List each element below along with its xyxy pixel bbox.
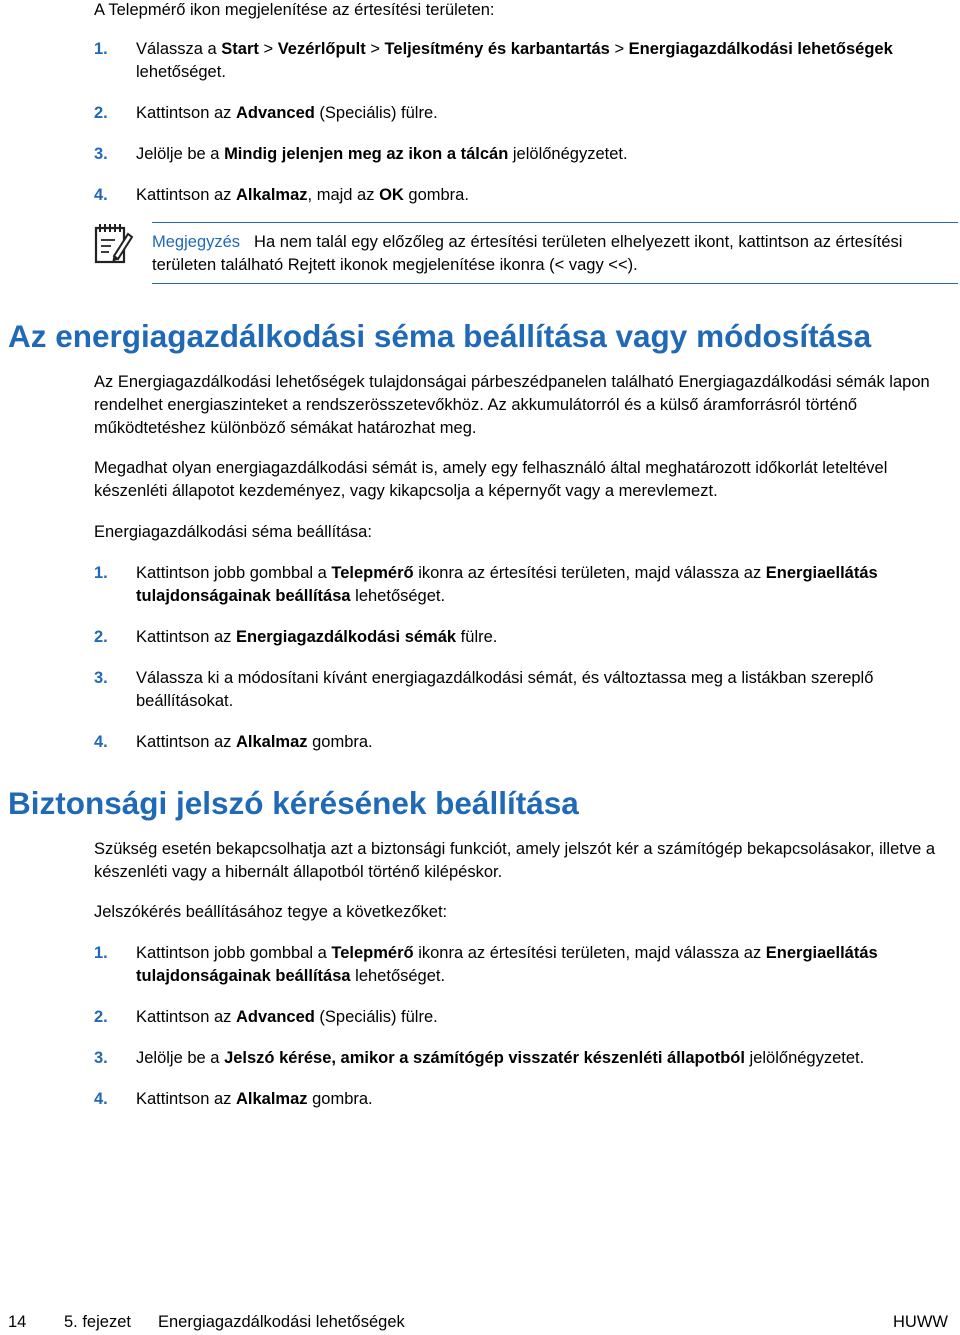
- list-item-text: Kattintson az: [136, 1008, 236, 1026]
- note-pencil-icon: [94, 222, 134, 266]
- page-footer: [0, 1311, 960, 1335]
- list-item: [94, 38, 954, 84]
- list-item-number: 4.: [94, 1090, 108, 1108]
- list-item-emphasis: OK: [379, 186, 404, 204]
- list-item-text: Válassza ki a módosítani kívánt energiagazdálkodási sémát, és változtassa meg a listákban szereplő beállításokat.: [136, 669, 874, 710]
- list-item-emphasis: Jelszó kérése, amikor a számítógép visszatér készenléti állapotból: [224, 1049, 745, 1067]
- list-item-emphasis: Start: [221, 40, 259, 58]
- steps-list-energy-scheme: [94, 562, 954, 754]
- list-item-number: 1.: [94, 40, 108, 58]
- list-item-text: lehetőséget.: [136, 63, 226, 81]
- list-item: [94, 1088, 954, 1111]
- list-item: [94, 184, 954, 207]
- list-item: [94, 1006, 954, 1029]
- section1-paragraph-2: Megadhat olyan energiagazdálkodási sémát is, amely egy felhasználó által meghatározott időkorlát leteltével készenléti állapotot kezdeményez, vagy kikapcsolja a képernyőt vagy a merevlemezt.: [94, 459, 888, 500]
- list-item-number: 3.: [94, 669, 108, 687]
- section2-paragraph-2: Jelszókérés beállításához tegye a következőket:: [94, 903, 448, 921]
- list-item-text: gombra.: [307, 733, 373, 751]
- list-item-text: >: [609, 40, 629, 58]
- list-item-emphasis: Advanced: [235, 104, 315, 122]
- list-item-emphasis: Energiagazdálkodási sémák: [235, 628, 457, 646]
- list-item-text: Kattintson jobb gombbal a: [136, 564, 332, 582]
- note-top-rule: [152, 222, 958, 223]
- list-item-number: 3.: [94, 145, 108, 163]
- list-item: [94, 942, 954, 988]
- list-item-text: gombra.: [307, 1090, 373, 1108]
- list-item-emphasis: Advanced: [235, 1008, 315, 1026]
- list-item-number: 2.: [94, 628, 108, 646]
- list-item: [94, 667, 954, 713]
- list-item-number: 1.: [94, 944, 108, 962]
- list-item-emphasis: Alkalmaz: [235, 186, 308, 204]
- list-item-text: Jelölje be a: [136, 1049, 225, 1067]
- list-item-text: , majd az: [307, 186, 380, 204]
- list-item-emphasis: Energiagazdálkodási lehetőségek: [628, 40, 893, 58]
- list-item-text: jelölőnégyzetet.: [744, 1049, 865, 1067]
- list-item-text: (Speciális) fülre.: [314, 104, 438, 122]
- list-item-text: lehetőséget.: [350, 967, 446, 985]
- list-item-text: Kattintson az: [136, 1090, 236, 1108]
- list-item-text: Jelölje be a: [136, 145, 225, 163]
- list-item-emphasis: Alkalmaz: [235, 1090, 308, 1108]
- list-item-text: Kattintson az: [136, 186, 236, 204]
- intro-line: A Telepmérő ikon megjelenítése az értesítési területen:: [94, 1, 495, 19]
- note-box: [94, 222, 958, 286]
- page-number: 14: [8, 1313, 27, 1331]
- steps-list-password: [94, 942, 954, 1111]
- list-item: [94, 731, 954, 754]
- list-item: [94, 626, 954, 649]
- list-item-text: gombra.: [403, 186, 469, 204]
- list-item-number: 2.: [94, 104, 108, 122]
- list-item-text: >: [365, 40, 385, 58]
- list-item-text: Kattintson az: [136, 628, 236, 646]
- note-bottom-rule: [152, 283, 958, 284]
- list-item-text: (Speciális) fülre.: [314, 1008, 438, 1026]
- list-item-number: 3.: [94, 1049, 108, 1067]
- section-heading-energy-scheme: Az energiagazdálkodási séma beállítása vagy módosítása: [8, 318, 872, 354]
- list-item-number: 1.: [94, 564, 108, 582]
- list-item-text: lehetőséget.: [350, 587, 446, 605]
- note-text: Ha nem talál egy előzőleg az értesítési területen elhelyezett ikont, kattintson az értesítési területen található Rejtett ikonok megjelenítése ikonra (< vagy <<).: [152, 233, 903, 274]
- list-item: [94, 102, 954, 125]
- list-item: [94, 143, 954, 166]
- list-item-text: >: [258, 40, 278, 58]
- note-text-block: [152, 231, 956, 277]
- list-item-emphasis: Energiaellátás tulajdonságainak beállítása: [136, 944, 878, 985]
- list-item-number: 4.: [94, 733, 108, 751]
- list-item-number: 2.: [94, 1008, 108, 1026]
- list-item: [94, 1047, 954, 1070]
- list-item-number: 4.: [94, 186, 108, 204]
- footer-chapter-title: Energiagazdálkodási lehetőségek: [158, 1313, 405, 1331]
- list-item-emphasis: Mindig jelenjen meg az ikon a tálcán: [224, 145, 509, 163]
- list-item-text: Kattintson jobb gombbal a: [136, 944, 332, 962]
- list-item: [94, 562, 954, 608]
- list-item-text: Válassza a: [136, 40, 222, 58]
- list-item-emphasis: Alkalmaz: [235, 733, 308, 751]
- steps-list-show-icon: [94, 38, 954, 207]
- list-item-text: ikonra az értesítési területen, majd válassza az: [413, 564, 766, 582]
- footer-chapter: 5. fejezet: [64, 1313, 131, 1331]
- list-item-emphasis: Energiaellátás tulajdonságainak beállítása: [136, 564, 878, 605]
- footer-brand: HUWW: [893, 1313, 948, 1331]
- section1-paragraph-3: Energiagazdálkodási séma beállítása:: [94, 523, 372, 541]
- list-item-text: ikonra az értesítési területen, majd válassza az: [413, 944, 766, 962]
- list-item-text: Kattintson az: [136, 104, 236, 122]
- list-item-emphasis: Vezérlőpult: [277, 40, 366, 58]
- list-item-emphasis: Telepmérő: [331, 944, 414, 962]
- list-item-text: jelölőnégyzetet.: [508, 145, 628, 163]
- list-item-text: Kattintson az: [136, 733, 236, 751]
- list-item-text: fülre.: [456, 628, 498, 646]
- list-item-emphasis: Teljesítmény és karbantartás: [384, 40, 610, 58]
- list-item-emphasis: Telepmérő: [331, 564, 414, 582]
- note-label: Megjegyzés: [152, 233, 241, 251]
- section-heading-password: Biztonsági jelszó kérésének beállítása: [8, 785, 579, 821]
- section2-paragraph-1: Szükség esetén bekapcsolhatja azt a biztonsági funkciót, amely jelszót kér a számítógép bekapcsolásakor, illetve a készenléti vagy a hibernált állapotból történő kilépéskor.: [94, 840, 936, 881]
- section1-paragraph-1: Az Energiagazdálkodási lehetőségek tulajdonságai párbeszédpanelen található Energiagazdálkodási sémák lapon rendelhet energiaszinteket a rendszerösszetevőkhöz. Az akkumulátorról és a külső áramforrásról történő működtetéshez különböző sémákat határozhat meg.: [94, 373, 930, 437]
